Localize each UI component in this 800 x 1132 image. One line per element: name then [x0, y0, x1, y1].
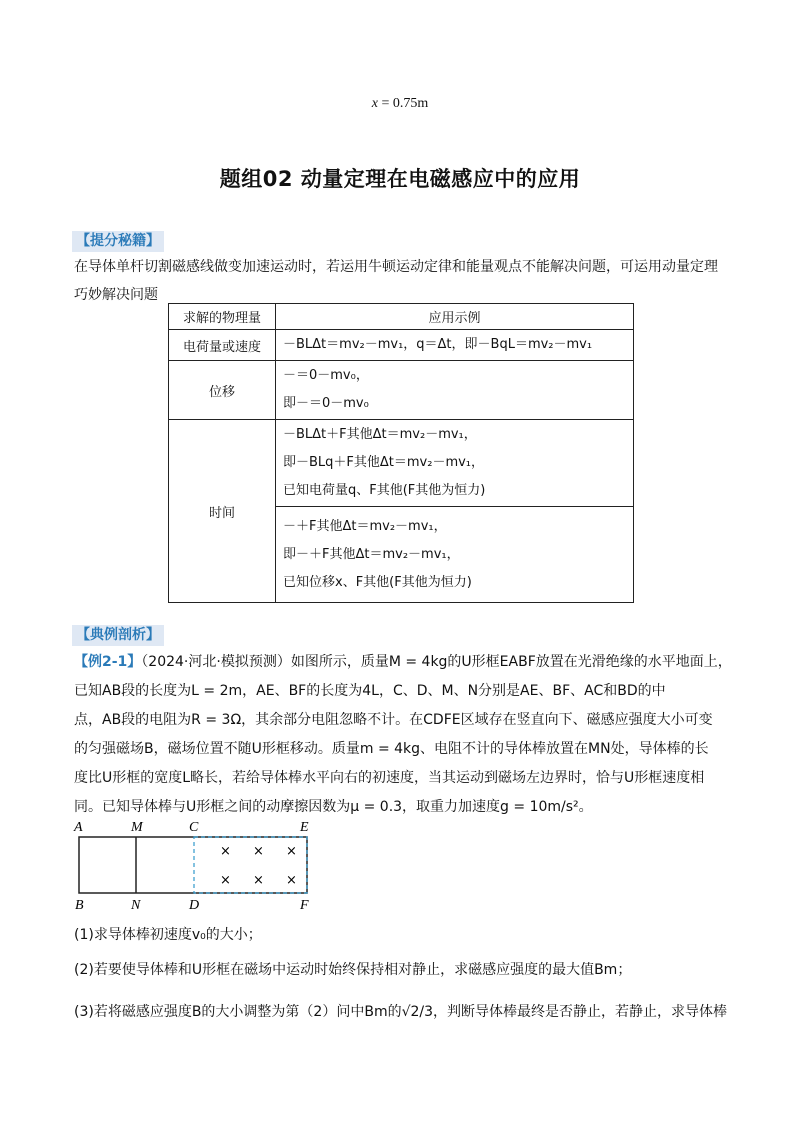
row-label-displacement: 位移 — [169, 361, 276, 420]
example-line-3: 点，AB段的电阻为R = 3Ω，其余部分电阻忽略不计。在CDFE区域存在竖直向下、磁感应强度大小可变 — [74, 712, 713, 728]
example-tag-wrap — [72, 624, 164, 644]
example-line-4: 的匀强磁场B，磁场位置不随U形框移动。质量m = 4kg、电阻不计的导体棒放置在MN处，导体棒的长 — [74, 741, 709, 757]
time-a-formula-3: 已知电荷量q、F其他(F其他为恒力) — [283, 483, 486, 498]
tips-tag: 【提分秘籍】 — [72, 231, 164, 252]
charge-formula: －BLΔt＝mv₂－mv₁，q＝Δt，即－BqL＝mv₂－mv₁ — [283, 337, 593, 352]
example-label: 【例2-1】 — [74, 654, 142, 670]
example-paragraph — [74, 648, 764, 822]
field-cross-mark: × — [286, 873, 297, 888]
section-title: 题组02 动量定理在电磁感应中的应用 — [219, 167, 581, 191]
field-cross-mark: × — [253, 844, 264, 859]
question-3: (3)若将磁感应强度B的大小调整为第（2）问中Bm的√2/3，判断导体棒最终是否静止，若静止，求导体棒 — [74, 1004, 728, 1020]
tips-tag-wrap — [72, 230, 164, 250]
time-b-formula-1: －＋F其他Δt＝mv₂－mv₁， — [283, 518, 447, 534]
equation-equals: = — [377, 96, 393, 111]
label-d: D — [189, 898, 200, 913]
time-a-formula-2: 即－BLq＋F其他Δt＝mv₂－mv₁， — [283, 455, 485, 470]
intro-line-2: 巧妙解决问题 — [74, 287, 158, 303]
header-quantity: 求解的物理量 — [169, 304, 276, 330]
field-cross-mark: × — [286, 844, 297, 859]
example-line-2: 已知AB段的长度为L = 2m，AE、BF的长度为4L，C、D、M、N分别是AE、BF、AC和BD的中 — [74, 683, 666, 699]
row-label-charge: 电荷量或速度 — [169, 330, 276, 361]
example-tag: 【典例剖析】 — [72, 625, 164, 646]
u-frame-figure — [70, 815, 320, 915]
method-table — [168, 303, 634, 603]
u-frame-outline — [79, 837, 307, 893]
intro-line-1: 在导体单杆切割磁感线做变加速运动时，若运用牛顿运动定律和能量观点不能解决问题，可运用动量定理 — [74, 259, 718, 275]
example-line-5: 度比U形框的宽度L略长，若给导体棒水平向右的初速度，当其运动到磁场左边界时，恰与U形框速度相 — [74, 770, 705, 786]
time-b-formula-3: 已知位移x、F其他(F其他为恒力) — [283, 574, 472, 590]
label-e: E — [300, 820, 309, 835]
field-cross-mark: × — [220, 844, 231, 859]
table-header-row — [169, 304, 634, 330]
label-a: A — [74, 820, 83, 835]
example-line-1 — [74, 648, 764, 677]
displacement-formula-1: －＝0－mv₀， — [283, 368, 369, 383]
label-f: F — [300, 898, 309, 913]
table-row — [169, 330, 634, 361]
table-row — [169, 420, 634, 507]
question-2: (2)若要使导体棒和U形框在磁场中运动时始终保持相对静止，求磁感应强度的最大值Bm； — [74, 962, 632, 978]
equation-lhs: x — [371, 96, 378, 111]
row-content-displacement — [276, 361, 634, 420]
row-content-time-a — [276, 420, 634, 507]
label-m: M — [131, 820, 143, 835]
displacement-formula-2: 即－＝0－mv₀ — [283, 396, 369, 411]
label-n: N — [131, 898, 141, 913]
equation-rhs: 0.75m — [392, 96, 429, 111]
label-c: C — [189, 820, 199, 835]
row-label-time: 时间 — [169, 420, 276, 603]
example-line-6: 同。已知导体棒与U形框之间的动摩擦因数为μ = 0.3，取重力加速度g = 10m/s²。 — [74, 799, 593, 815]
row-content-charge — [276, 330, 634, 361]
time-b-formula-2: 即－＋F其他Δt＝mv₂－mv₁， — [283, 546, 460, 562]
top-equation — [0, 96, 800, 112]
example-text-1: （2024·河北·模拟预测）如图所示，质量M = 4kg的U形框EABF放置在光滑绝缘的水平地面上， — [141, 654, 732, 670]
row-content-time-b — [276, 507, 634, 603]
field-marks — [220, 844, 297, 888]
field-cross-mark: × — [220, 873, 231, 888]
label-b: B — [75, 898, 84, 913]
field-cross-mark: × — [253, 873, 264, 888]
header-example: 应用示例 — [276, 304, 634, 330]
table-row — [169, 361, 634, 420]
time-a-formula-1: －BLΔt＋F其他Δt＝mv₂－mv₁， — [283, 427, 477, 442]
question-1: (1)求导体棒初速度v₀的大小； — [74, 927, 262, 943]
intro-paragraph — [74, 253, 754, 309]
